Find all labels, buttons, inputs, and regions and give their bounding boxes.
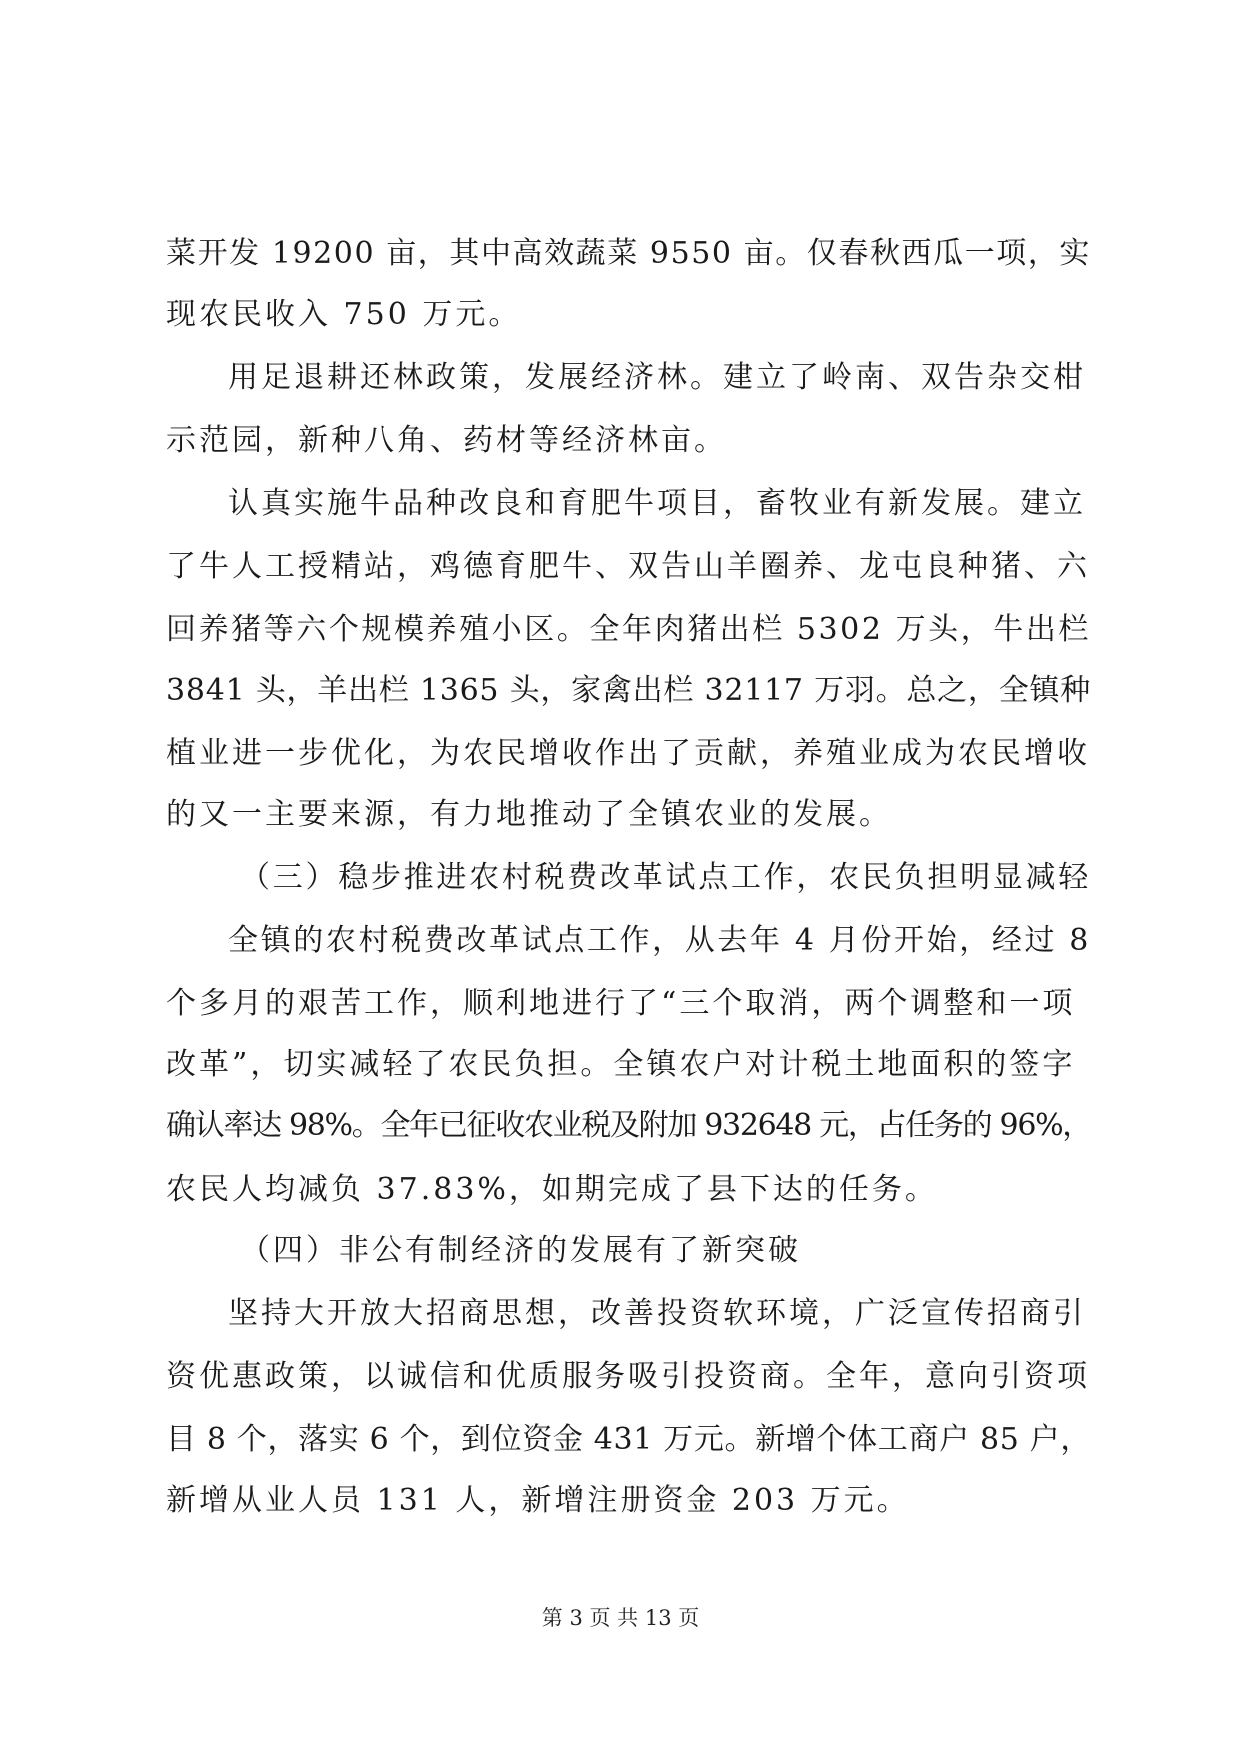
body-line: 植业进一步优化，为农民增收作出了贡献，养殖业成为农民增收 — [166, 736, 1090, 771]
body-line: 确认率达 98%。全年已征收农业税及附加 932648 元，占任务的 96%， — [166, 1108, 1091, 1143]
body-line: 回养猪等六个规模养殖小区。全年肉猪出栏 5302 万头，牛出栏 — [166, 612, 1091, 647]
body-line: 3841 头，羊出栏 1365 头，家禽出栏 32117 万羽。总之，全镇种 — [166, 673, 1091, 708]
body-line: 用足退耕还林政策，发展经济林。建立了岭南、双告杂交柑 — [228, 360, 1086, 395]
body-line: 坚持大开放大招商思想，改善投资软环境，广泛宣传招商引 — [228, 1296, 1086, 1331]
body-line: 新增从业人员 131 人，新增注册资金 203 万元。 — [166, 1483, 910, 1518]
page-footer: 第 3 页 共 13 页 — [541, 1606, 700, 1630]
body-line: 认真实施牛品种改良和育肥牛项目，畜牧业有新发展。建立 — [228, 486, 1086, 521]
body-line: 示范园，新种八角、药材等经济林亩。 — [166, 423, 727, 458]
body-line: 农民人均减负 37.83%，如期完成了县下达的任务。 — [166, 1172, 938, 1207]
body-line: 菜开发 19200 亩，其中高效蔬菜 9550 亩。仅春秋西瓜一项，实 — [166, 236, 1091, 271]
body-line: 了牛人工授精站，鸡德育肥牛、双告山羊圈养、龙屯良种猪、六 — [166, 549, 1090, 584]
section-heading: （三）稳步推进农村税费改革试点工作，农民负担明显减轻 — [240, 860, 1091, 895]
body-line: 目 8 个，落实 6 个，到位资金 431 万元。新增个体工商户 85 户， — [166, 1422, 1091, 1457]
body-line: 现农民收入 750 万元。 — [166, 297, 522, 332]
body-line: 个多月的艰苦工作，顺利地进行了“三个取消，两个调整和一项 — [166, 986, 1076, 1021]
body-line: 改革”，切实减轻了农民负担。全镇农户对计税土地面积的签字 — [166, 1047, 1076, 1082]
body-line: 资优惠政策，以诚信和优质服务吸引投资商。全年，意向引资项 — [166, 1359, 1090, 1394]
body-line: 全镇的农村税费改革试点工作，从去年 4 月份开始，经过 8 — [228, 923, 1091, 958]
section-heading: （四）非公有制经济的发展有了新突破 — [240, 1233, 801, 1268]
body-line: 的又一主要来源，有力地推动了全镇农业的发展。 — [166, 797, 892, 832]
